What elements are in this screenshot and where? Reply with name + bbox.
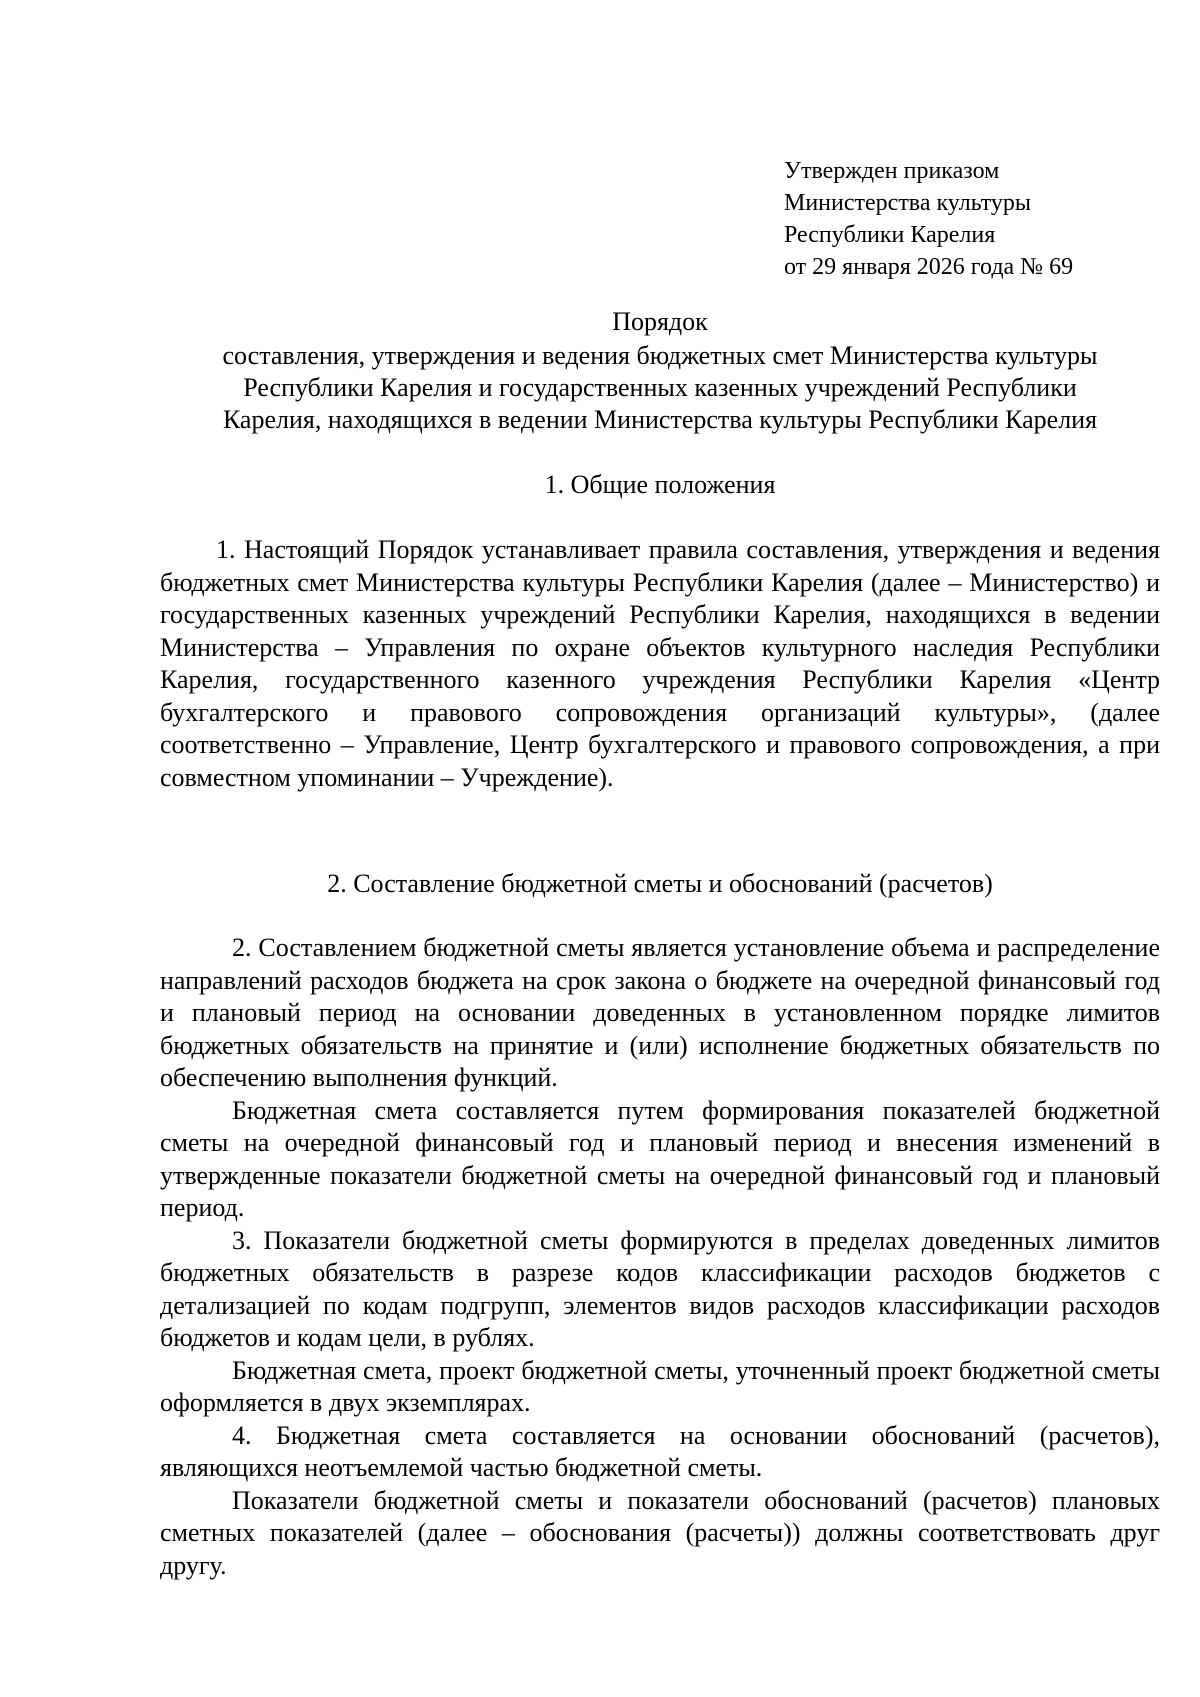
- paragraph: Показатели бюджетной сметы и показатели обоснований (расчетов) плановых сметных показателей (далее – обоснования (расчеты)) должны соответствовать друг другу.: [160, 1485, 1160, 1580]
- section-budget-body: [160, 932, 1160, 1582]
- paragraph: 1. Настоящий Порядок устанавливает правила составления, утверждения и ведения бюджетных смет Министерства культуры Республики Карелия (далее – Министерство) и государственных казенных учреждений Республики Карелия, находящихся в ведении Министерства – Управления по охране объектов культурного наследия Республики Карелия, государственного казенного учреждения Республики Карелия «Центр бухгалтерского и правового сопровождения организаций культуры», (далее соответственно – Управление, Центр бухгалтерского и правового сопровождения, а при совместном упоминании – Учреждение).: [160, 535, 1160, 792]
- approval-date-line: от 29 января 2026 года № 69: [784, 254, 1074, 280]
- paragraph: 3. Показатели бюджетной сметы формируются в пределах доведенных лимитов бюджетных обязательств в разрезе кодов классификации расходов бюджетов с детализацией по кодам подгрупп, элементов видов расходов классификации расходов бюджетов и кодам цели, в рублях.: [160, 1225, 1160, 1352]
- section-heading-budget: 2. Составление бюджетной сметы и обоснований (расчетов): [327, 869, 993, 898]
- title-subtitle-line: составления, утверждения и ведения бюджетных смет Министерства культуры: [222, 341, 1098, 370]
- section-general-body: [160, 534, 1160, 794]
- title-main: Порядок: [612, 307, 708, 336]
- approval-line: Республики Карелия: [784, 222, 996, 248]
- paragraph: 2. Составлением бюджетной сметы является установление объема и распределение направлений расходов бюджета на срок закона о бюджете на очередной финансовый год и плановый период на основании доведенных в установленном порядке лимитов бюджетных обязательств на принятие и (или) исполнение бюджетных обязательств по обеспечению выполнения функций.: [160, 933, 1160, 1092]
- document-title: [160, 306, 1160, 436]
- paragraph: Бюджетная смета, проект бюджетной сметы, уточненный проект бюджетной сметы оформляется в двух экземплярах.: [160, 1355, 1160, 1417]
- approval-line: Министерства культуры: [784, 190, 1032, 216]
- title-subtitle-line: Республики Карелия и государственных казенных учреждений Республики: [243, 373, 1077, 402]
- approval-stamp: [784, 155, 1073, 283]
- paragraph: Бюджетная смета составляется путем формирования показателей бюджетной сметы на очередной финансовый год и плановый период и внесения изменений в утвержденные показатели бюджетной сметы на очередной финансовый год и плановый период.: [160, 1095, 1160, 1222]
- section-heading-general: 1. Общие положения: [544, 470, 776, 499]
- paragraph: 4. Бюджетная смета составляется на основании обоснований (расчетов), являющихся неотъемлемой частью бюджетной сметы.: [160, 1420, 1160, 1482]
- approval-line: Утвержден приказом: [784, 158, 1000, 184]
- title-subtitle-line: Карелия, находящихся в ведении Министерства культуры Республики Карелия: [222, 405, 1098, 434]
